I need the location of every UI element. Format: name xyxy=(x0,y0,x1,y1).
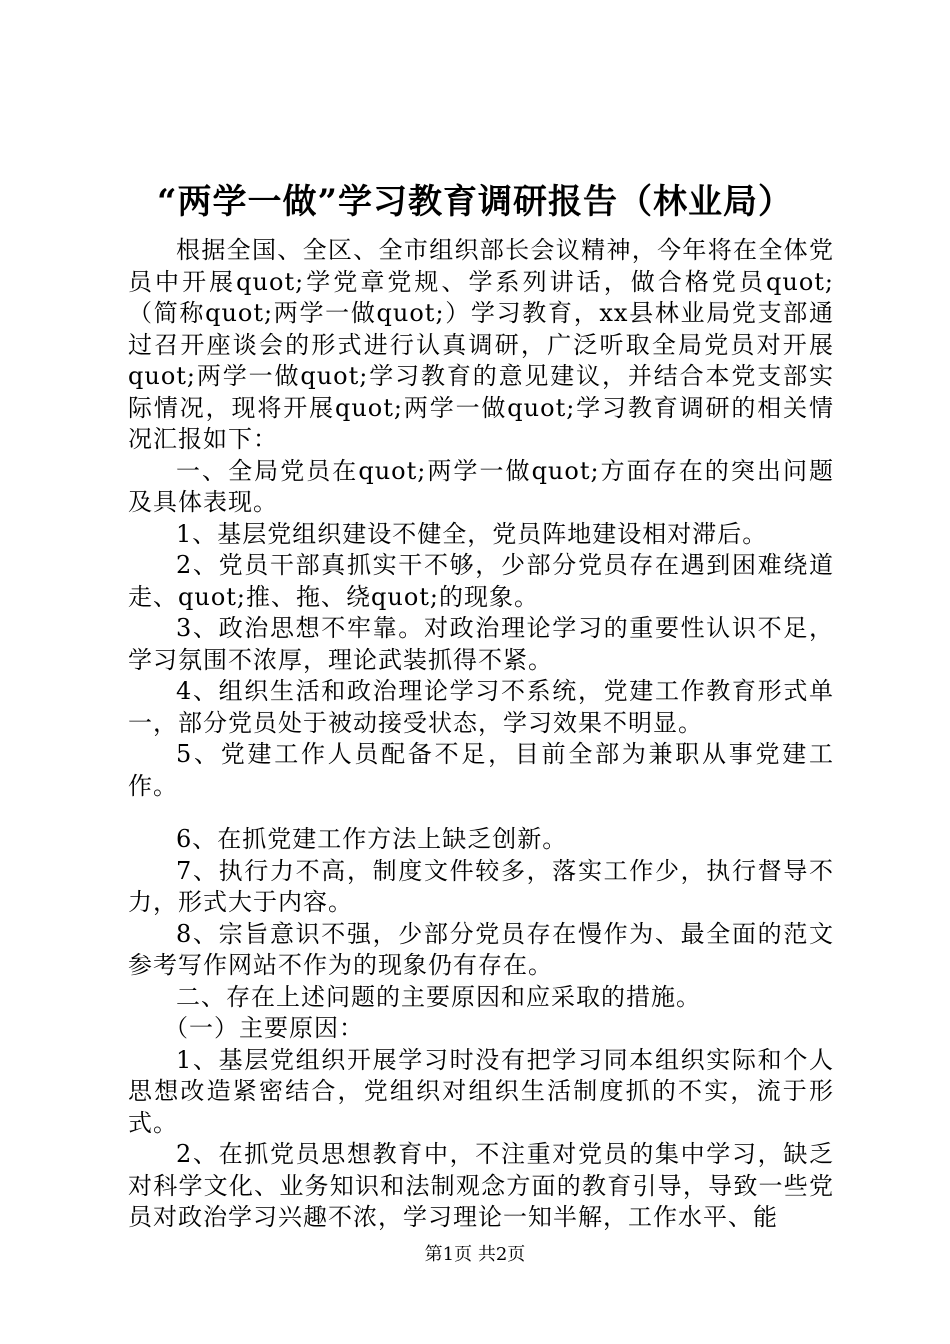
paragraph-section-1-heading: 一、全局党员在quot;两学一做quot;方面存在的突出问题及具体表现。 xyxy=(128,456,834,516)
paragraph-item-2: 2、党员干部真抓实干不够，少部分党员存在遇到困难绕道走、quot;推、拖、绕quot;的现象。 xyxy=(128,551,834,611)
page-number-footer: 第1页 共2页 xyxy=(424,1244,526,1265)
paragraph-item-1: 1、基层党组织建设不健全，党员阵地建设相对滞后。 xyxy=(176,519,768,548)
paragraph-item-5: 5、党建工作人员配备不足，目前全部为兼职从事党建工作。 xyxy=(128,740,834,800)
paragraph-reason-2: 2、在抓党员思想教育中，不注重对党员的集中学习，缺乏对科学文化、业务知识和法制观念方面的教育引导，导致一些党员对政治学习兴趣不浓，学习理论一知半解，工作水平、能 xyxy=(128,1140,834,1231)
paragraph-reason-1: 1、基层党组织开展学习时没有把学习同本组织实际和个人思想改造紧密结合，党组织对组织生活制度抓的不实，流于形式。 xyxy=(128,1045,834,1137)
paragraph-item-6: 6、在抓党建工作方法上缺乏创新。 xyxy=(176,825,568,853)
paragraph-section-2-heading: 二、存在上述问题的主要原因和应采取的措施。 xyxy=(176,982,701,1011)
paragraph-item-4: 4、组织生活和政治理论学习不系统，党建工作教育形式单一，部分党员处于被动接受状态，学习效果不明显。 xyxy=(128,677,834,737)
paragraph-subsection-heading: （一）主要原因： xyxy=(164,1014,364,1042)
paragraph-item-3: 3、政治思想不牢靠。对政治理论学习的重要性认识不足，学习氛围不浓厚，理论武装抓得不紧。 xyxy=(128,614,834,674)
paragraph-item-7: 7、执行力不高，制度文件较多，落实工作少，执行督导不力，形式大于内容。 xyxy=(128,856,834,916)
document-title: “两学一做”学习教育调研报告（林业局） xyxy=(156,182,794,222)
paragraph-intro: 根据全国、全区、全市组织部长会议精神，今年将在全体党员中开展quot;学党章党规、学系列讲话，做合格党员quot;（简称quot;两学一做quot;）学习教育，xx县林业局党支部通过召开座谈会的形式进行认真调研，广泛听取全局党员对开展quot;两学一做quot;学习教育的意见建议，并结合本党支部实际情况，现将开展quot;两学一做quot;学习教育调研的相关情况汇报如下： xyxy=(128,236,834,453)
paragraph-item-8: 8、宗旨意识不强，少部分党员存在慢作为、最全面的范文参考写作网站不作为的现象仍有存在。 xyxy=(128,919,834,979)
document-body xyxy=(128,235,834,1234)
